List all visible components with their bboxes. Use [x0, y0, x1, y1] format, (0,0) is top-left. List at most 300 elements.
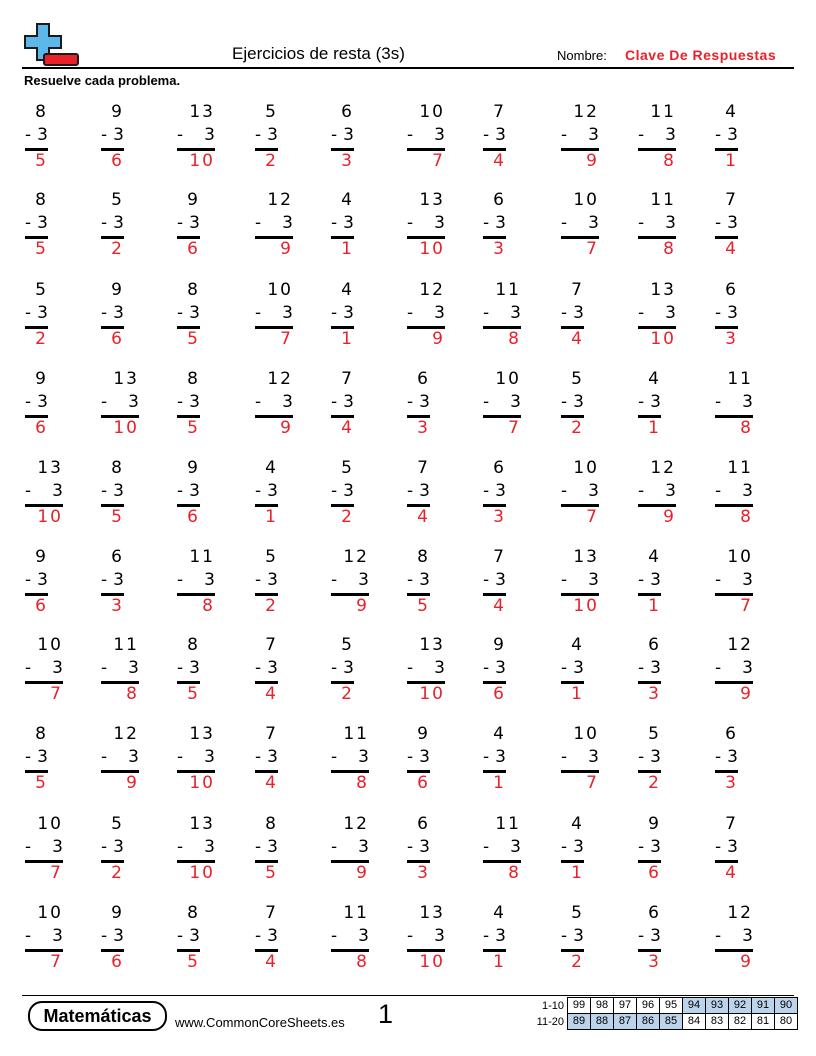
subtrahend-line — [177, 124, 215, 146]
answer: 6 — [35, 596, 48, 616]
problem — [177, 546, 215, 626]
subtrahend-line — [407, 925, 445, 947]
problem — [177, 634, 200, 714]
subtrahend: 3 — [113, 837, 124, 857]
subtrahend: 3 — [189, 481, 200, 501]
site-url: www.CommonCoreSheets.es — [175, 1015, 345, 1030]
subtrahend-line — [101, 569, 124, 591]
subtrahend-line — [101, 746, 139, 768]
subtrahend-line — [255, 302, 293, 324]
minus-sign: - — [101, 658, 108, 678]
subtrahend: 3 — [510, 392, 521, 412]
problem — [561, 546, 599, 626]
minus-sign: - — [25, 125, 32, 145]
minuend: 8 — [35, 190, 48, 210]
minuend: 9 — [187, 458, 200, 478]
subtrahend-line — [331, 569, 369, 591]
answer: 3 — [417, 418, 430, 438]
minus-sign: - — [561, 837, 568, 857]
answer: 8 — [356, 773, 369, 793]
minuend: 6 — [648, 635, 661, 655]
problem — [177, 902, 200, 982]
minuend: 7 — [725, 814, 738, 834]
minuend: 9 — [111, 102, 124, 122]
subtrahend: 3 — [52, 926, 63, 946]
minus-sign: - — [483, 481, 490, 501]
subtrahend: 3 — [727, 837, 738, 857]
minuend: 13 — [419, 903, 445, 923]
subtrahend-line — [638, 391, 661, 413]
minuend: 10 — [573, 458, 599, 478]
minuend: 4 — [493, 903, 506, 923]
subtrahend-line — [25, 302, 48, 324]
minuend: 11 — [189, 547, 215, 567]
subtrahend-line — [101, 212, 124, 234]
minus-sign: - — [101, 570, 108, 590]
minuend: 5 — [265, 547, 278, 567]
subtrahend-line — [483, 480, 506, 502]
minuend: 6 — [648, 903, 661, 923]
subtrahend-line — [101, 391, 139, 413]
minus-sign: - — [407, 747, 414, 767]
answer: 7 — [280, 329, 293, 349]
score-cell: 90 — [774, 997, 798, 1014]
answer: 10 — [189, 773, 215, 793]
minuend: 9 — [187, 190, 200, 210]
minuend: 8 — [187, 903, 200, 923]
problem — [483, 457, 506, 537]
minus-sign: - — [331, 747, 338, 767]
score-cell: 95 — [659, 997, 683, 1014]
problem — [25, 723, 48, 803]
subtrahend: 3 — [343, 303, 354, 323]
subtrahend: 3 — [113, 303, 124, 323]
subtrahend: 3 — [128, 658, 139, 678]
minus-sign: - — [715, 926, 722, 946]
problem — [638, 457, 676, 537]
minus-sign: - — [101, 747, 108, 767]
subtrahend: 3 — [588, 481, 599, 501]
answer: 1 — [648, 596, 661, 616]
subtrahend: 3 — [588, 747, 599, 767]
subtrahend-line — [407, 746, 430, 768]
answer: 6 — [111, 952, 124, 972]
subtrahend: 3 — [727, 125, 738, 145]
minus-sign: - — [638, 125, 645, 145]
subtrahend: 3 — [37, 747, 48, 767]
subtrahend: 3 — [742, 658, 753, 678]
answer: 7 — [740, 596, 753, 616]
subtrahend: 3 — [573, 658, 584, 678]
subtrahend: 3 — [727, 213, 738, 233]
subtrahend-line — [177, 657, 200, 679]
answer: 7 — [586, 773, 599, 793]
subtrahend-line — [483, 925, 506, 947]
minuend: 7 — [265, 635, 278, 655]
problem — [25, 189, 48, 269]
subtrahend-line — [255, 836, 278, 858]
problem — [407, 101, 445, 181]
answer: 7 — [432, 151, 445, 171]
subtrahend-line — [25, 657, 63, 679]
answer: 1 — [725, 151, 738, 171]
brand-badge: Matemáticas — [28, 1001, 167, 1031]
problem — [25, 279, 48, 359]
score-row-label: 1-10 — [541, 1000, 564, 1012]
answer: 5 — [265, 863, 278, 883]
answer: 1 — [493, 952, 506, 972]
subtrahend-line — [25, 836, 63, 858]
problem — [331, 546, 369, 626]
subtrahend-line — [561, 569, 599, 591]
problem — [483, 902, 506, 982]
minuend: 6 — [725, 724, 738, 744]
subtrahend: 3 — [742, 392, 753, 412]
minus-sign: - — [101, 213, 108, 233]
minus-sign: - — [715, 747, 722, 767]
minuend: 7 — [493, 547, 506, 567]
subtrahend: 3 — [573, 926, 584, 946]
subtrahend-line — [331, 925, 369, 947]
subtrahend: 3 — [650, 837, 661, 857]
answer: 6 — [111, 151, 124, 171]
minuend: 7 — [725, 190, 738, 210]
minus-sign: - — [715, 837, 722, 857]
minus-sign: - — [407, 303, 414, 323]
subtrahend: 3 — [204, 570, 215, 590]
subtrahend-line — [715, 480, 753, 502]
answer: 9 — [740, 684, 753, 704]
subtrahend-line — [561, 124, 599, 146]
subtrahend: 3 — [588, 125, 599, 145]
score-cell: 86 — [636, 1013, 660, 1030]
minuend: 10 — [727, 547, 753, 567]
minus-sign: - — [25, 213, 32, 233]
subtrahend: 3 — [434, 213, 445, 233]
minus-sign: - — [255, 481, 262, 501]
minus-sign: - — [25, 303, 32, 323]
score-cell: 91 — [751, 997, 775, 1014]
subtrahend-line — [255, 391, 293, 413]
subtrahend-line — [483, 657, 506, 679]
minus-sign: - — [638, 570, 645, 590]
answer: 4 — [265, 684, 278, 704]
minus-sign: - — [483, 926, 490, 946]
subtrahend: 3 — [650, 570, 661, 590]
answer: 10 — [189, 863, 215, 883]
problem — [177, 189, 200, 269]
problem — [638, 813, 661, 893]
subtrahend: 3 — [267, 747, 278, 767]
minus-sign: - — [177, 837, 184, 857]
subtrahend-line — [255, 925, 278, 947]
problem — [638, 723, 661, 803]
subtrahend: 3 — [434, 658, 445, 678]
subtrahend: 3 — [588, 570, 599, 590]
answer: 4 — [265, 952, 278, 972]
score-cell: 98 — [590, 997, 614, 1014]
answer: 8 — [740, 418, 753, 438]
problem — [483, 189, 506, 269]
minus-sign: - — [331, 926, 338, 946]
answer: 9 — [356, 596, 369, 616]
minuend: 13 — [189, 102, 215, 122]
problem — [407, 189, 445, 269]
subtrahend-line — [715, 746, 738, 768]
problem — [177, 101, 215, 181]
answer: 3 — [493, 507, 506, 527]
score-row — [522, 1014, 798, 1030]
answer: 4 — [725, 863, 738, 883]
answer: 6 — [187, 507, 200, 527]
score-table — [522, 998, 798, 1030]
problem — [255, 189, 293, 269]
minuend: 10 — [267, 280, 293, 300]
subtrahend-line — [25, 569, 48, 591]
answer: 5 — [35, 773, 48, 793]
minuend: 5 — [571, 903, 584, 923]
subtrahend-line — [331, 480, 354, 502]
problem — [255, 634, 278, 714]
answer: 9 — [663, 507, 676, 527]
problem — [255, 902, 278, 982]
subtrahend: 3 — [434, 125, 445, 145]
problem — [255, 101, 278, 181]
subtrahend-line — [407, 836, 430, 858]
problem — [715, 813, 738, 893]
minuend: 12 — [727, 903, 753, 923]
minus-sign: - — [561, 570, 568, 590]
minuend: 5 — [111, 190, 124, 210]
problem — [25, 813, 63, 893]
answer: 2 — [648, 773, 661, 793]
subtrahend: 3 — [343, 658, 354, 678]
minus-sign: - — [255, 392, 262, 412]
subtrahend: 3 — [267, 481, 278, 501]
problem — [715, 101, 738, 181]
subtrahend-line — [407, 124, 445, 146]
answer: 2 — [265, 151, 278, 171]
answer: 3 — [725, 773, 738, 793]
answer: 8 — [356, 952, 369, 972]
problem — [638, 101, 676, 181]
answer: 3 — [648, 684, 661, 704]
minuend: 8 — [111, 458, 124, 478]
subtrahend-line — [561, 925, 584, 947]
score-cell: 99 — [567, 997, 591, 1014]
subtrahend-line — [407, 480, 430, 502]
subtrahend: 3 — [650, 747, 661, 767]
problem — [638, 279, 676, 359]
minuend: 5 — [111, 814, 124, 834]
answer: 6 — [111, 329, 124, 349]
score-cell: 87 — [613, 1013, 637, 1030]
minus-sign: - — [331, 570, 338, 590]
answer: 6 — [493, 684, 506, 704]
subtrahend-line — [255, 569, 278, 591]
subtrahend: 3 — [665, 303, 676, 323]
problem — [255, 723, 278, 803]
subtrahend-line — [638, 480, 676, 502]
subtrahend-line — [561, 480, 599, 502]
minuend: 11 — [650, 102, 676, 122]
answer: 2 — [571, 952, 584, 972]
subtrahend: 3 — [742, 926, 753, 946]
subtrahend: 3 — [650, 658, 661, 678]
subtrahend: 3 — [189, 926, 200, 946]
subtrahend: 3 — [495, 926, 506, 946]
minus-sign: - — [715, 481, 722, 501]
problem — [715, 546, 753, 626]
answer: 3 — [111, 596, 124, 616]
subtrahend: 3 — [343, 392, 354, 412]
problem — [101, 101, 124, 181]
minus-sign: - — [25, 658, 32, 678]
minus-sign: - — [101, 392, 108, 412]
minus-sign: - — [561, 926, 568, 946]
answer: 7 — [508, 418, 521, 438]
subtrahend-line — [638, 746, 661, 768]
answer: 5 — [35, 239, 48, 259]
subtrahend: 3 — [37, 125, 48, 145]
problem — [25, 546, 48, 626]
minus-sign: - — [177, 213, 184, 233]
minus-sign: - — [561, 392, 568, 412]
answer: 4 — [341, 418, 354, 438]
minuend: 9 — [35, 547, 48, 567]
answer: 8 — [202, 596, 215, 616]
subtrahend-line — [101, 925, 124, 947]
subtrahend: 3 — [37, 392, 48, 412]
answer: 8 — [740, 507, 753, 527]
problem — [101, 902, 124, 982]
page-number: 1 — [378, 999, 394, 1029]
subtrahend-line — [407, 391, 430, 413]
answer: 7 — [50, 952, 63, 972]
problem — [483, 634, 506, 714]
subtrahend: 3 — [495, 125, 506, 145]
subtrahend-line — [715, 836, 738, 858]
answer: 6 — [417, 773, 430, 793]
minuend: 6 — [493, 190, 506, 210]
minus-sign: - — [638, 747, 645, 767]
minuend: 8 — [265, 814, 278, 834]
answer: 8 — [126, 684, 139, 704]
score-cell: 94 — [682, 997, 706, 1014]
answer: 8 — [508, 329, 521, 349]
subtrahend: 3 — [267, 658, 278, 678]
subtrahend-line — [25, 480, 63, 502]
subtrahend-line — [407, 302, 445, 324]
minuend: 9 — [417, 724, 430, 744]
problem — [561, 902, 584, 982]
answer: 6 — [648, 863, 661, 883]
minus-sign: - — [177, 570, 184, 590]
subtrahend: 3 — [358, 926, 369, 946]
problem — [101, 457, 124, 537]
answer: 4 — [493, 596, 506, 616]
minuend: 8 — [187, 635, 200, 655]
minus-sign: - — [407, 481, 414, 501]
minuend: 13 — [37, 458, 63, 478]
subtrahend-line — [331, 836, 369, 858]
minus-sign: - — [331, 481, 338, 501]
subtrahend: 3 — [742, 570, 753, 590]
answer: 2 — [111, 863, 124, 883]
subtrahend-line — [561, 657, 584, 679]
minus-sign: - — [331, 658, 338, 678]
subtrahend: 3 — [267, 570, 278, 590]
minuend: 6 — [417, 814, 430, 834]
score-cell: 89 — [567, 1013, 591, 1030]
minus-sign: - — [331, 837, 338, 857]
answer: 4 — [725, 239, 738, 259]
minuend: 12 — [343, 814, 369, 834]
problem — [331, 368, 354, 448]
subtrahend-line — [255, 657, 278, 679]
footer-divider — [22, 995, 794, 996]
minus-sign: - — [177, 125, 184, 145]
minus-sign: - — [638, 658, 645, 678]
answer: 1 — [648, 418, 661, 438]
problem — [25, 902, 63, 982]
answer: 1 — [493, 773, 506, 793]
subtrahend: 3 — [358, 747, 369, 767]
subtrahend: 3 — [113, 213, 124, 233]
minuend: 10 — [37, 903, 63, 923]
subtrahend-line — [407, 569, 430, 591]
problem — [483, 546, 506, 626]
problem — [101, 368, 139, 448]
instructions: Resuelve cada problema. — [24, 73, 181, 88]
subtrahend-line — [331, 746, 369, 768]
subtrahend-line — [483, 569, 506, 591]
subtrahend: 3 — [113, 926, 124, 946]
score-cell: 83 — [705, 1013, 729, 1030]
subtrahend: 3 — [727, 303, 738, 323]
worksheet-title: Ejercicios de resta (3s) — [232, 44, 405, 63]
subtrahend-line — [483, 124, 506, 146]
problem — [483, 723, 506, 803]
minuend: 11 — [343, 903, 369, 923]
answer: 9 — [126, 773, 139, 793]
minus-sign: - — [25, 926, 32, 946]
problem — [407, 279, 445, 359]
subtrahend: 3 — [419, 481, 430, 501]
minuend: 10 — [37, 635, 63, 655]
minuend: 13 — [419, 190, 445, 210]
problem — [715, 457, 753, 537]
minuend: 9 — [111, 903, 124, 923]
answer: 5 — [111, 507, 124, 527]
minuend: 5 — [648, 724, 661, 744]
subtrahend-line — [101, 657, 139, 679]
problem — [331, 634, 354, 714]
score-cell: 93 — [705, 997, 729, 1014]
score-row-label: 11-20 — [536, 1016, 564, 1028]
subtrahend-line — [638, 836, 661, 858]
minuend: 13 — [573, 547, 599, 567]
minus-sign: - — [255, 926, 262, 946]
subtrahend-line — [101, 480, 124, 502]
answer: 9 — [356, 863, 369, 883]
minuend: 13 — [650, 280, 676, 300]
minuend: 13 — [419, 635, 445, 655]
answer: 5 — [187, 418, 200, 438]
problem — [255, 368, 293, 448]
minuend: 8 — [187, 280, 200, 300]
problem — [25, 368, 48, 448]
